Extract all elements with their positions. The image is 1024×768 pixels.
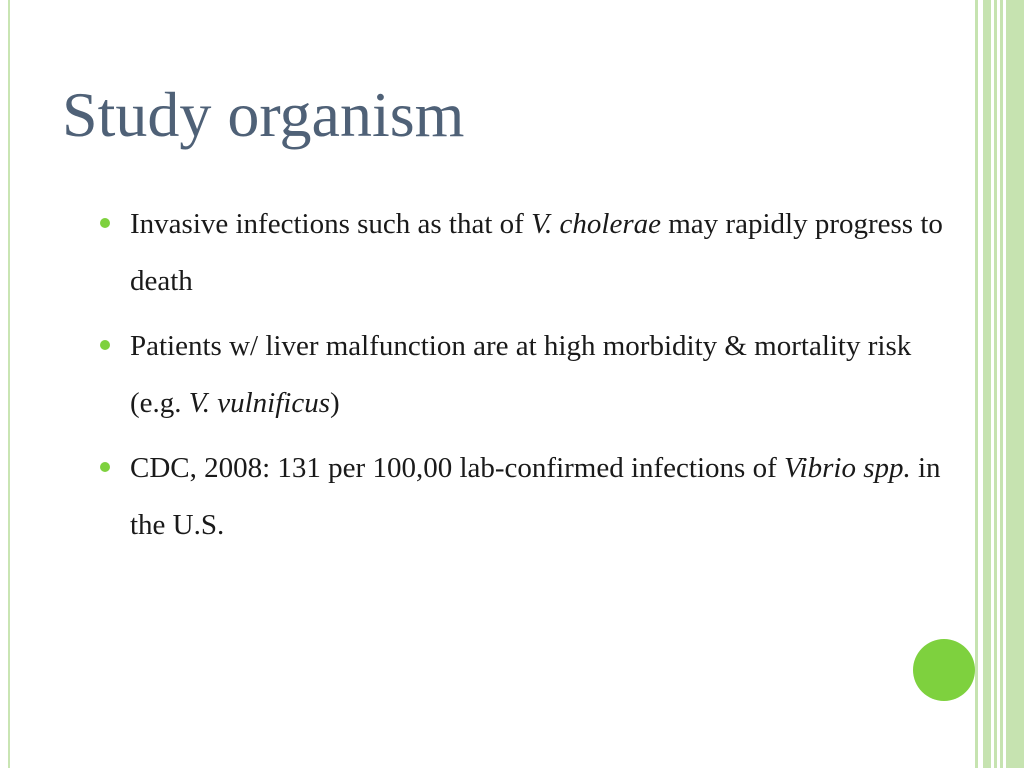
- bullet-text-italic: V. cholerae: [531, 208, 661, 240]
- decorative-green-circle: [913, 639, 975, 701]
- bullet-text-segment: may rapidly progress to death: [130, 208, 943, 297]
- bullet-dot-icon: [100, 340, 110, 350]
- bullet-text-segment: CDC, 2008: 131 per 100,00 lab-confirmed infections of: [130, 452, 784, 484]
- stripe: [994, 0, 997, 768]
- bullet-item: [100, 318, 960, 432]
- bullet-text-italic: V. vulnificus: [188, 387, 331, 419]
- slide-title: Study organism: [62, 79, 465, 150]
- stripe: [1006, 0, 1024, 768]
- bullet-item: [100, 440, 960, 554]
- stripe: [1000, 0, 1003, 768]
- bullet-text-italic: Vibrio spp.: [784, 452, 911, 484]
- right-decorative-stripes: [975, 0, 1024, 768]
- bullet-text-segment: ): [330, 387, 340, 419]
- bullet-text-segment: in the U.S.: [130, 452, 941, 541]
- bullet-dot-icon: [100, 462, 110, 472]
- left-border: [0, 0, 10, 768]
- stripe: [983, 0, 991, 768]
- bullet-text-segment: Patients w/ liver malfunction are at high morbidity & mortality risk (e.g.: [130, 330, 912, 419]
- bullet-text-segment: Invasive infections such as that of: [130, 208, 532, 240]
- bullet-list: [100, 196, 960, 562]
- bullet-item: [100, 196, 960, 310]
- left-border-line: [8, 0, 10, 768]
- bullet-dot-icon: [100, 218, 110, 228]
- stripe: [975, 0, 978, 768]
